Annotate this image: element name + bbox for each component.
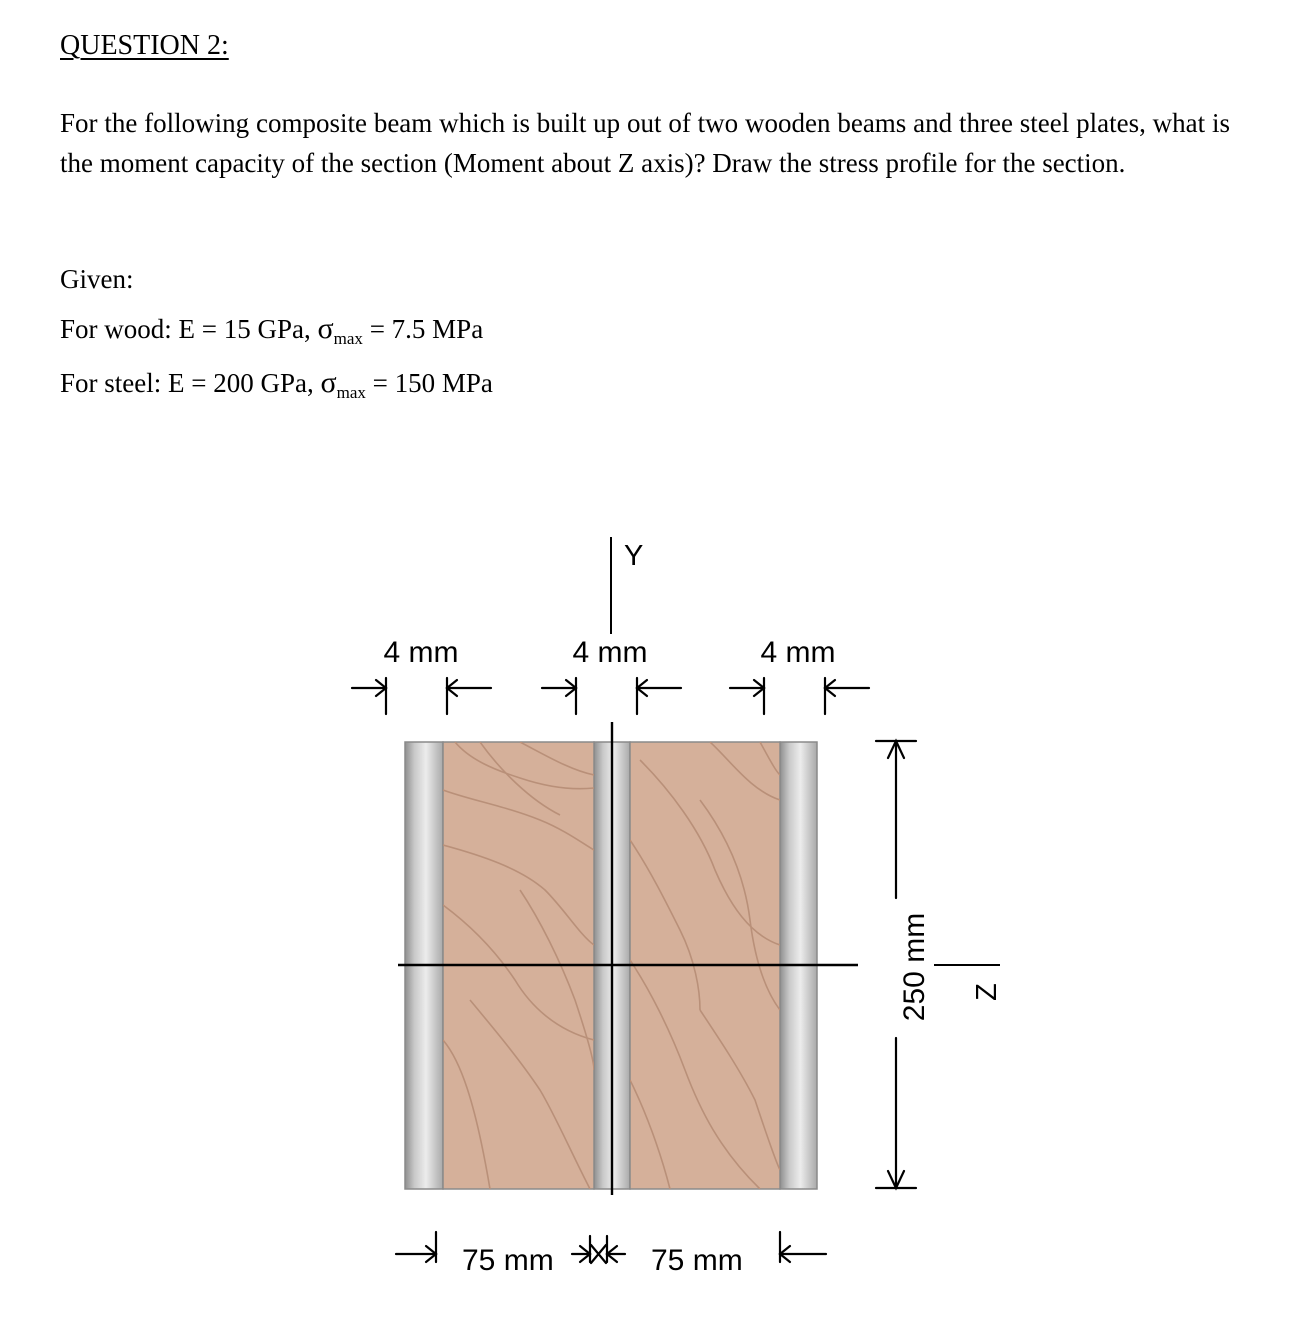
sigma-subscript: max	[336, 383, 366, 402]
height-label: 250 mm	[898, 912, 931, 1022]
left-wood-width-label: 75 mm	[462, 1244, 554, 1277]
sigma-symbol: σ	[320, 366, 337, 399]
right-plate-dimension-arrows	[730, 678, 869, 714]
width-dimension-arrows	[396, 1232, 826, 1263]
middle-plate-thickness-label: 4 mm	[572, 636, 648, 669]
middle-plate-dimension-arrows	[542, 678, 681, 714]
left-plate-thickness-label: 4 mm	[383, 636, 459, 669]
given-label: Given:	[60, 264, 134, 294]
y-axis-label: Y	[624, 540, 644, 572]
question-text: For the following composite beam which is built up out of two wooden beams and three steel plates, what is the moment capacity of the section (Moment about Z axis)? Draw the stress profile for the section.	[60, 108, 1230, 178]
right-plate-thickness-label: 4 mm	[760, 636, 836, 669]
left-plate-dimension-arrows	[352, 678, 491, 714]
steel-properties-prefix: For steel: E = 200 GPa,	[60, 368, 321, 398]
wood-properties-prefix: For wood: E = 15 GPa,	[60, 314, 318, 344]
sigma-symbol: σ	[317, 312, 334, 345]
z-axis-label: Z	[971, 983, 1003, 1001]
steel-properties-suffix: = 150 MPa	[365, 368, 493, 398]
wood-properties-suffix: = 7.5 MPa	[362, 314, 484, 344]
question-heading: QUESTION 2:	[60, 30, 229, 61]
sigma-subscript: max	[333, 329, 363, 348]
right-wood-width-label: 75 mm	[651, 1244, 743, 1277]
